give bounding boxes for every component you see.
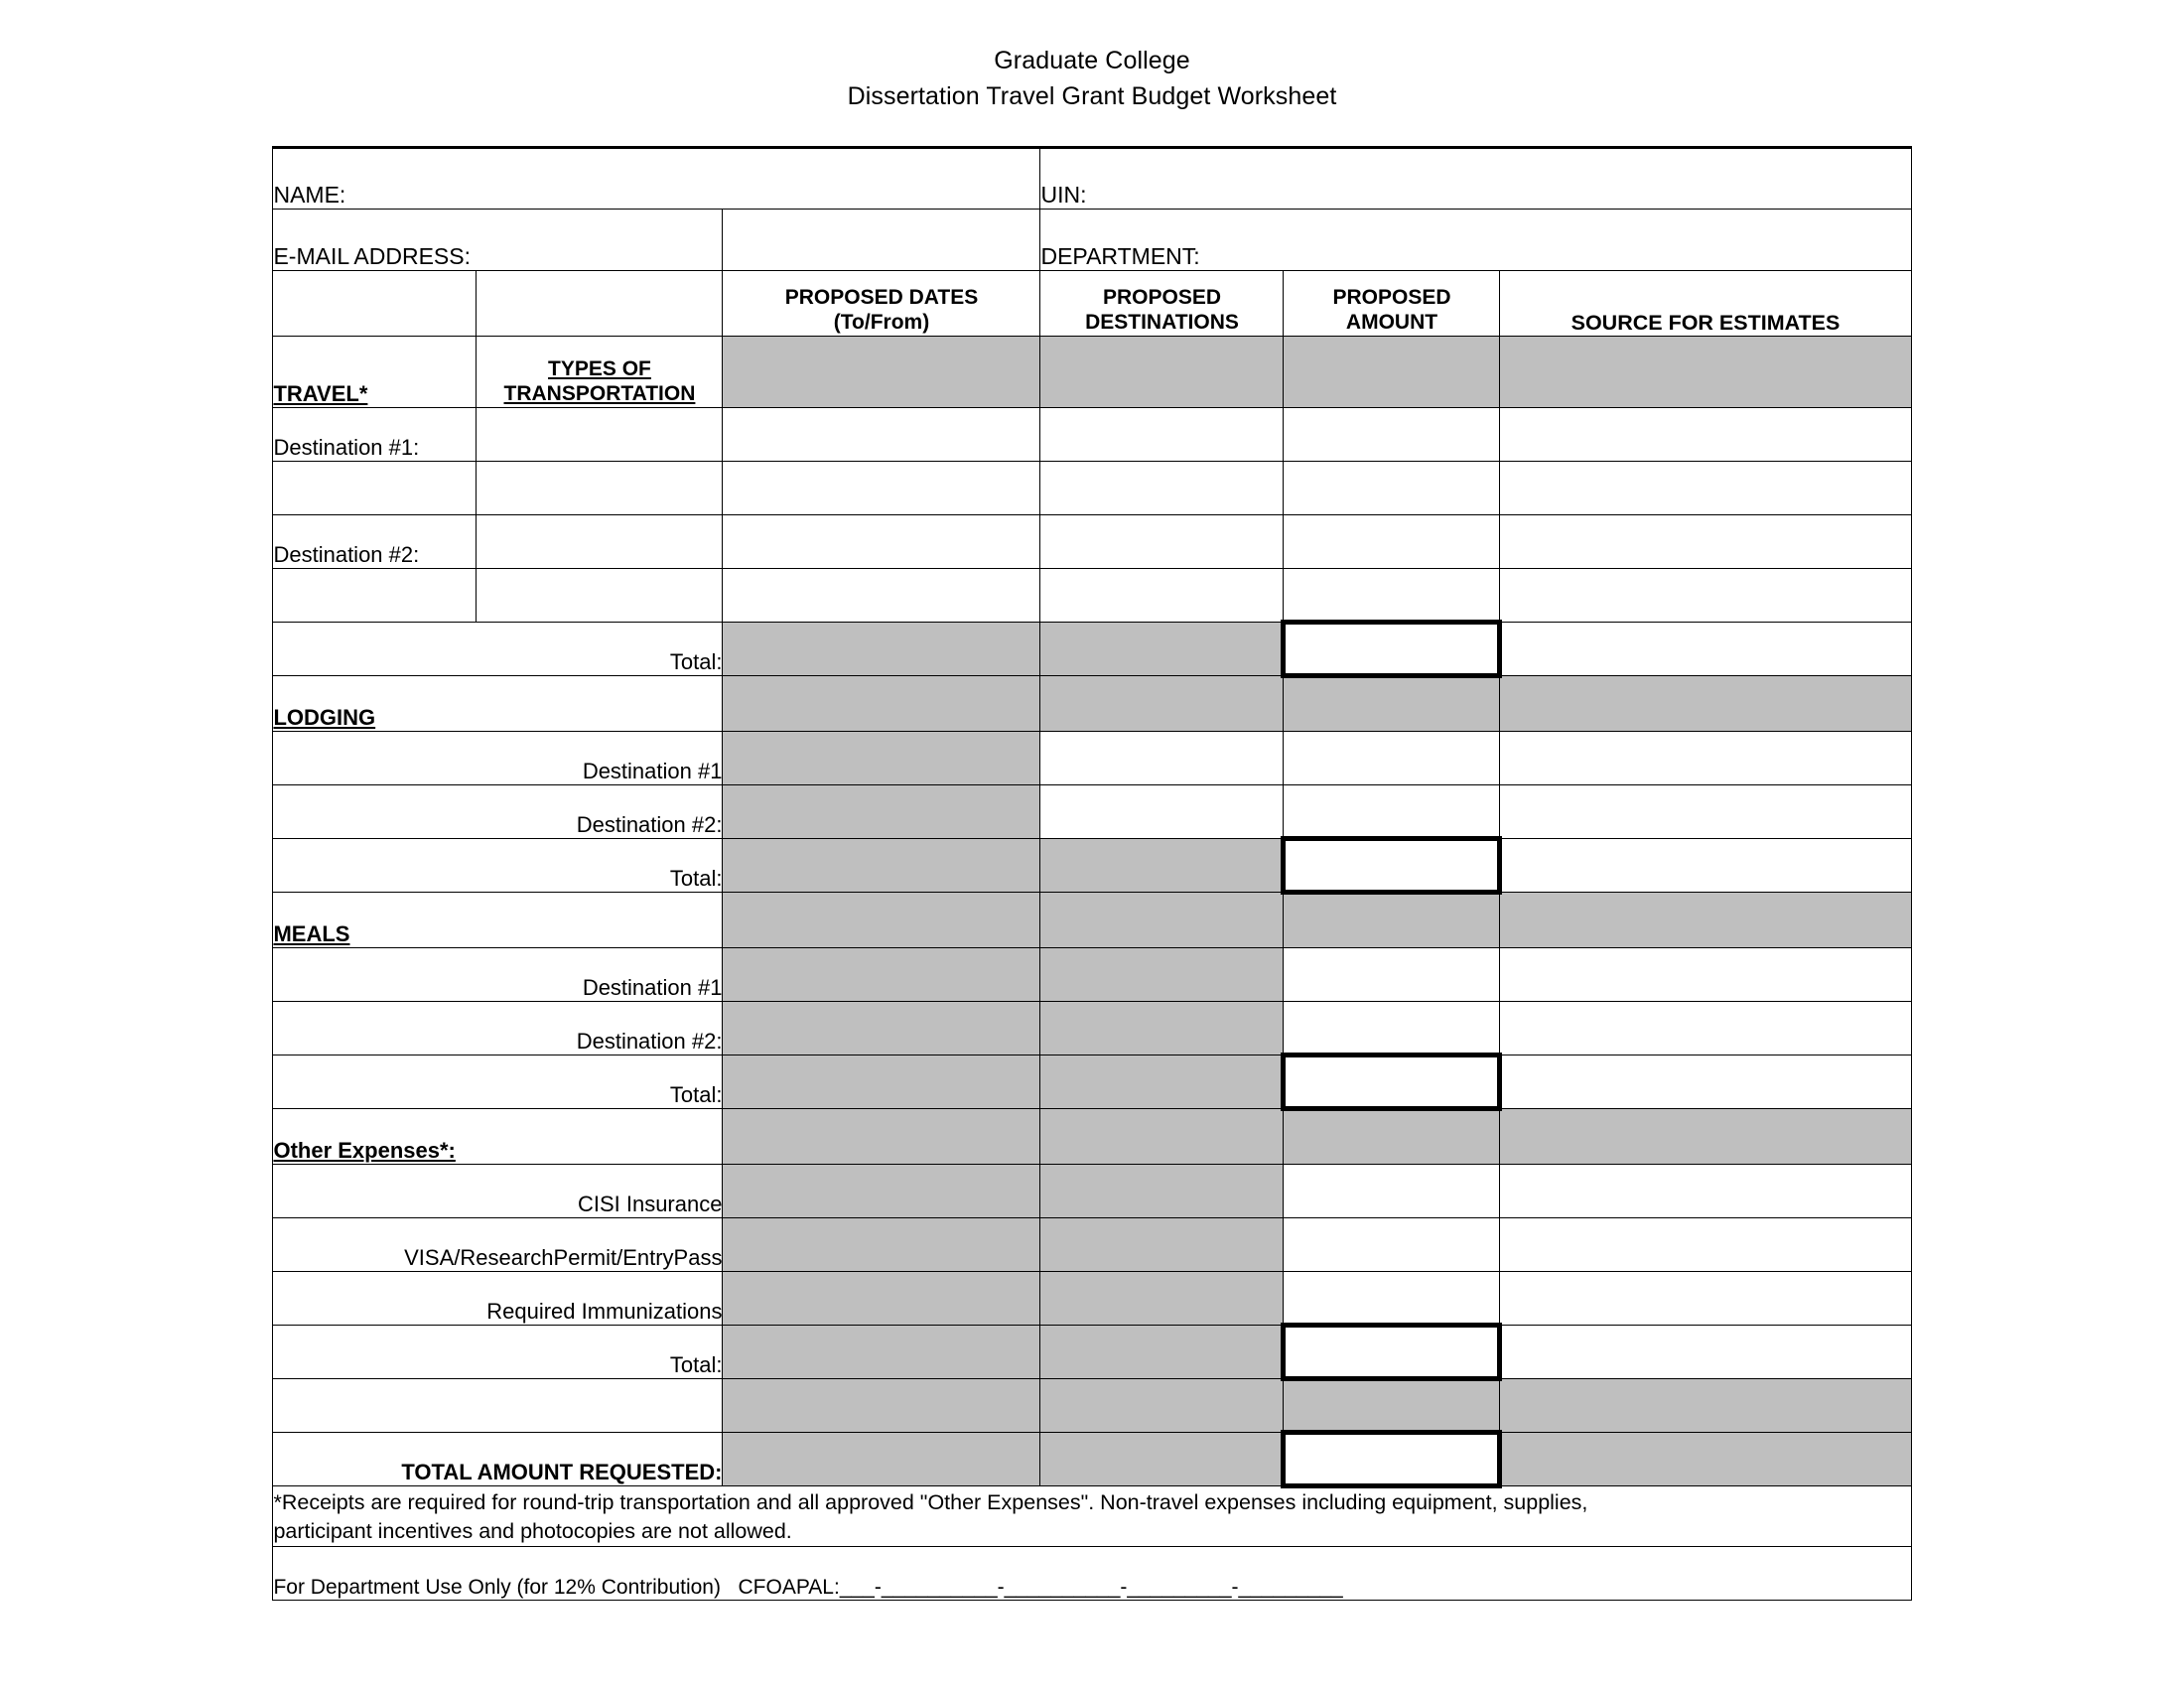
lodging-heading-amount-shaded: [1284, 676, 1500, 732]
other-total-label: Total:: [273, 1326, 723, 1379]
row-email-department: [273, 210, 1911, 271]
transportation-line1: TYPES OF: [548, 356, 651, 380]
lodging-dest2-dates-shaded: [723, 785, 1040, 839]
travel-dest2-label: Destination #2:: [273, 515, 477, 569]
lodging-total-dates-shaded: [723, 839, 1040, 893]
cisi-insurance-label: CISI Insurance: [273, 1165, 723, 1218]
row-meals-destination-1: [273, 948, 1911, 1002]
grand-total-amount[interactable]: [1284, 1433, 1500, 1486]
travel-heading-source-shaded: [1500, 337, 1911, 408]
meals-heading: MEALS: [273, 921, 350, 946]
travel-dest2b-label: [273, 569, 477, 623]
header-proposed-amount-line2: AMOUNT: [1345, 311, 1438, 335]
travel-dest1b-label: [273, 462, 477, 515]
header-proposed-dates-line2: (To/From): [833, 311, 930, 335]
name-label: NAME:: [273, 182, 346, 208]
travel-heading-cell: [273, 337, 477, 408]
travel-heading-dates-shaded: [723, 337, 1040, 408]
lodging-total-amount[interactable]: [1284, 839, 1500, 893]
travel-dest2-transportation[interactable]: [477, 515, 723, 569]
travel-dest2-amount[interactable]: [1284, 515, 1500, 569]
uin-field[interactable]: [1040, 148, 1911, 210]
budget-worksheet-table: [272, 146, 1911, 1601]
travel-dest1-transportation[interactable]: [477, 408, 723, 462]
meals-heading-source-shaded: [1500, 893, 1911, 948]
travel-dest1b-transportation[interactable]: [477, 462, 723, 515]
grand-total-dest-shaded: [1040, 1433, 1284, 1486]
row-travel-destination-2: [273, 515, 1911, 569]
meals-total-dest-shaded: [1040, 1055, 1284, 1109]
travel-dest2b-dates[interactable]: [723, 569, 1040, 623]
row-travel-total: [273, 623, 1911, 676]
spacer-amount-shaded: [1284, 1379, 1500, 1433]
row-spacer: [273, 1379, 1911, 1433]
immunizations-amount[interactable]: [1284, 1272, 1500, 1326]
other-total-dates-shaded: [723, 1326, 1040, 1379]
meals-heading-amount-shaded: [1284, 893, 1500, 948]
cfoapal-label: CFOAPAL:: [738, 1575, 840, 1599]
immunizations-label: Required Immunizations: [273, 1272, 723, 1326]
lodging-heading-cell: [273, 676, 723, 732]
row-other-total: [273, 1326, 1911, 1379]
row-lodging-heading: [273, 676, 1911, 732]
travel-total-amount[interactable]: [1284, 623, 1500, 676]
lodging-dest1-source[interactable]: [1500, 732, 1911, 785]
travel-dest1-source[interactable]: [1500, 408, 1911, 462]
cisi-source[interactable]: [1500, 1165, 1911, 1218]
other-heading-cell: [273, 1109, 723, 1165]
lodging-dest1-dates-shaded: [723, 732, 1040, 785]
row-required-immunizations: [273, 1272, 1911, 1326]
row-total-amount-requested: [273, 1433, 1911, 1486]
header-proposed-destinations-line2: DESTINATIONS: [1085, 311, 1239, 335]
department-use-cell: [273, 1546, 1911, 1600]
travel-total-dest-shaded: [1040, 623, 1284, 676]
lodging-heading: LODGING: [273, 705, 376, 730]
lodging-dest1-label: Destination #1: [273, 732, 723, 785]
meals-dest1-label: Destination #1: [273, 948, 723, 1002]
spacer-dates-shaded: [723, 1379, 1040, 1433]
header-proposed-destinations: [1040, 271, 1284, 337]
name-field[interactable]: [273, 148, 1040, 210]
grand-total-dates-shaded: [723, 1433, 1040, 1486]
cfoapal-blanks[interactable]: ___-__________-__________-_________-_________: [839, 1575, 1343, 1599]
visa-permit-label: VISA/ResearchPermit/EntryPass: [273, 1218, 723, 1272]
other-heading-dest-shaded: [1040, 1109, 1284, 1165]
meals-total-label: Total:: [273, 1055, 723, 1109]
visa-dest-shaded: [1040, 1218, 1284, 1272]
travel-total-source[interactable]: [1500, 623, 1911, 676]
meals-dest2-source[interactable]: [1500, 1002, 1911, 1055]
travel-dest1b-source[interactable]: [1500, 462, 1911, 515]
document-title: [0, 0, 2184, 114]
travel-dest1b-dates[interactable]: [723, 462, 1040, 515]
meals-dest1-dates-shaded: [723, 948, 1040, 1002]
meals-heading-dest-shaded: [1040, 893, 1284, 948]
lodging-dest2-amount[interactable]: [1284, 785, 1500, 839]
header-proposed-amount: [1284, 271, 1500, 337]
other-heading-dates-shaded: [723, 1109, 1040, 1165]
travel-dest2-dates[interactable]: [723, 515, 1040, 569]
lodging-dest2-source[interactable]: [1500, 785, 1911, 839]
travel-total-dates-shaded: [723, 623, 1040, 676]
row-footnote: [273, 1486, 1911, 1547]
meals-heading-dates-shaded: [723, 893, 1040, 948]
row-column-headers: [273, 271, 1911, 337]
visa-amount[interactable]: [1284, 1218, 1500, 1272]
travel-total-label: Total:: [273, 623, 723, 676]
row-lodging-total: [273, 839, 1911, 893]
travel-dest1b-amount[interactable]: [1284, 462, 1500, 515]
other-expenses-heading: Other Expenses*:: [273, 1138, 456, 1163]
travel-dest2b-source[interactable]: [1500, 569, 1911, 623]
meals-dest1-amount[interactable]: [1284, 948, 1500, 1002]
row-travel-destination-1: [273, 408, 1911, 462]
email-label: E-MAIL ADDRESS:: [273, 243, 472, 269]
row-meals-total: [273, 1055, 1911, 1109]
row-travel-destination-1b: [273, 462, 1911, 515]
visa-source[interactable]: [1500, 1218, 1911, 1272]
travel-dest1-label: Destination #1:: [273, 408, 477, 462]
footnote-line-2: participant incentives and photocopies are not allowed.: [273, 1518, 792, 1543]
other-total-amount[interactable]: [1284, 1326, 1500, 1379]
meals-total-amount[interactable]: [1284, 1055, 1500, 1109]
meals-total-dates-shaded: [723, 1055, 1040, 1109]
lodging-heading-dest-shaded: [1040, 676, 1284, 732]
header-blank-transport: [477, 271, 723, 337]
travel-dest2-source[interactable]: [1500, 515, 1911, 569]
header-proposed-dates-line1: PROPOSED DATES: [784, 285, 979, 309]
meals-total-source[interactable]: [1500, 1055, 1911, 1109]
lodging-total-label: Total:: [273, 839, 723, 893]
lodging-dest1-destination[interactable]: [1040, 732, 1284, 785]
row-other-heading: [273, 1109, 1911, 1165]
spacer-source-shaded: [1500, 1379, 1911, 1433]
meals-heading-cell: [273, 893, 723, 948]
row-lodging-destination-1: [273, 732, 1911, 785]
department-use-label: For Department Use Only (for 12% Contribution): [273, 1575, 721, 1599]
cisi-dest-shaded: [1040, 1165, 1284, 1218]
row-name-uin: [273, 148, 1911, 210]
lodging-total-source[interactable]: [1500, 839, 1911, 893]
other-heading-source-shaded: [1500, 1109, 1911, 1165]
spacer-label: [273, 1379, 723, 1433]
travel-dest1-destination[interactable]: [1040, 408, 1284, 462]
footnote-cell: [273, 1486, 1911, 1547]
meals-dest1-dest-shaded: [1040, 948, 1284, 1002]
lodging-dest2-label: Destination #2:: [273, 785, 723, 839]
meals-dest2-amount[interactable]: [1284, 1002, 1500, 1055]
other-total-source[interactable]: [1500, 1326, 1911, 1379]
visa-dates-shaded: [723, 1218, 1040, 1272]
cisi-dates-shaded: [723, 1165, 1040, 1218]
immunizations-dest-shaded: [1040, 1272, 1284, 1326]
lodging-heading-dates-shaded: [723, 676, 1040, 732]
row-lodging-destination-2: [273, 785, 1911, 839]
department-label: DEPARTMENT:: [1040, 243, 1200, 269]
title-line-1: Graduate College: [994, 47, 1190, 74]
header-proposed-destinations-line1: PROPOSED: [1102, 285, 1221, 309]
spacer-dest-shaded: [1040, 1379, 1284, 1433]
immunizations-source[interactable]: [1500, 1272, 1911, 1326]
other-total-dest-shaded: [1040, 1326, 1284, 1379]
travel-dest1b-destination[interactable]: [1040, 462, 1284, 515]
other-heading-amount-shaded: [1284, 1109, 1500, 1165]
lodging-dest2-destination[interactable]: [1040, 785, 1284, 839]
immunizations-dates-shaded: [723, 1272, 1040, 1326]
department-field[interactable]: [1040, 210, 1911, 271]
meals-dest2-label: Destination #2:: [273, 1002, 723, 1055]
lodging-dest1-amount[interactable]: [1284, 732, 1500, 785]
row-cisi-insurance: [273, 1165, 1911, 1218]
travel-heading: TRAVEL*: [273, 381, 368, 406]
title-line-2: Dissertation Travel Grant Budget Worksheet: [847, 81, 1337, 110]
cisi-amount[interactable]: [1284, 1165, 1500, 1218]
header-blank-label: [273, 271, 477, 337]
row-meals-heading: [273, 893, 1911, 948]
header-proposed-dates: [723, 271, 1040, 337]
row-visa-permit: [273, 1218, 1911, 1272]
meals-dest2-dest-shaded: [1040, 1002, 1284, 1055]
uin-label: UIN:: [1040, 182, 1087, 208]
travel-heading-amount-shaded: [1284, 337, 1500, 408]
meals-dest1-source[interactable]: [1500, 948, 1911, 1002]
row-travel-destination-2b: [273, 569, 1911, 623]
travel-dest1-dates[interactable]: [723, 408, 1040, 462]
travel-heading-dest-shaded: [1040, 337, 1284, 408]
header-source-for-estimates: SOURCE FOR ESTIMATES: [1500, 271, 1911, 337]
row-travel-heading: [273, 337, 1911, 408]
lodging-heading-source-shaded: [1500, 676, 1911, 732]
meals-dest2-dates-shaded: [723, 1002, 1040, 1055]
transportation-line2: TRANSPORTATION: [503, 382, 696, 406]
header-proposed-amount-line1: PROPOSED: [1332, 285, 1451, 309]
travel-dest2b-destination[interactable]: [1040, 569, 1284, 623]
types-of-transportation-header: [477, 337, 723, 408]
total-amount-requested-label: TOTAL AMOUNT REQUESTED:: [273, 1433, 723, 1486]
footnote-line-1: *Receipts are required for round-trip transportation and all approved "Other Expenses". Non-travel expenses including equipment, supplies,: [273, 1490, 1588, 1514]
travel-dest2-destination[interactable]: [1040, 515, 1284, 569]
travel-dest2b-transportation[interactable]: [477, 569, 723, 623]
email-field[interactable]: [273, 210, 723, 271]
travel-dest2b-amount[interactable]: [1284, 569, 1500, 623]
grand-total-source-shaded: [1500, 1433, 1911, 1486]
row-meals-destination-2: [273, 1002, 1911, 1055]
email-field-ext[interactable]: [723, 210, 1040, 271]
row-department-use: [273, 1546, 1911, 1600]
lodging-total-dest-shaded: [1040, 839, 1284, 893]
travel-dest1-amount[interactable]: [1284, 408, 1500, 462]
